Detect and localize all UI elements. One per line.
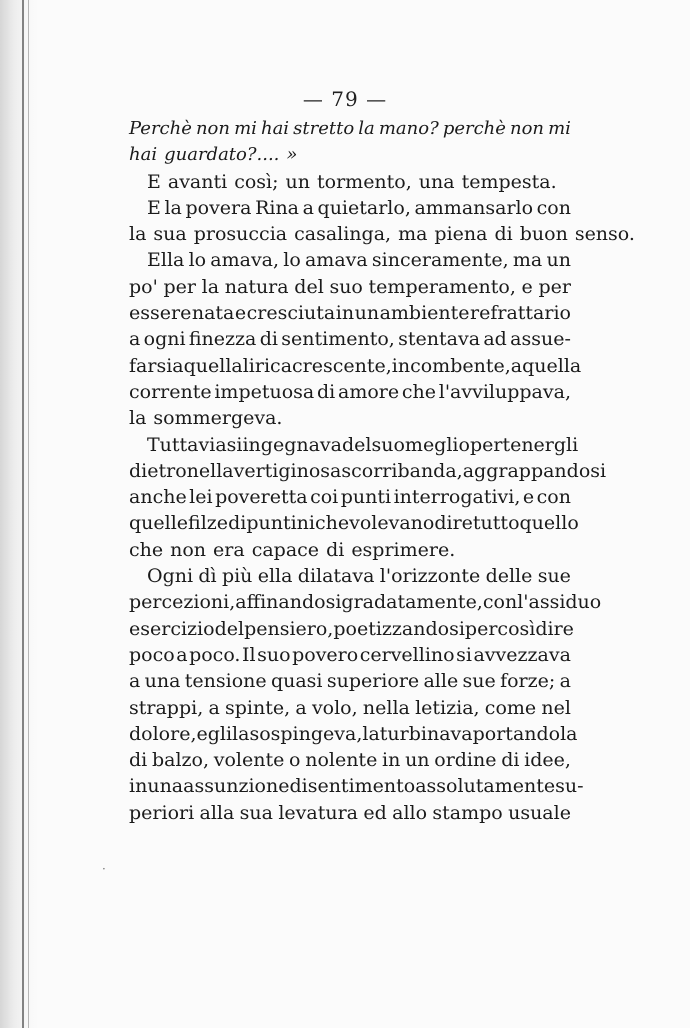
text-line: essere nata e cresciuta in un ambiente refrattario (129, 302, 571, 325)
text-line: Ogni dì più ella dilatava l'orizzonte delle sue (147, 565, 571, 588)
text-line: la sommergeva. (129, 407, 283, 430)
page-edge-line-secondary (28, 0, 29, 1028)
text-line: strappi, a spinte, a volo, nella letizia, come nel (129, 696, 571, 719)
text-line: E la povera Rina a quietarlo, ammansarlo con (147, 196, 571, 219)
text-line: a una tensione quasi superiore alle sue forze; a (129, 670, 571, 693)
text-line: poco a poco. Il suo povero cervellino si avvezzava (129, 643, 571, 666)
margin-mark: · (102, 862, 106, 876)
text-line: anche lei poveretta coi punti interrogativi, e con (129, 486, 571, 509)
text-line: Perchè non mi hai stretto la mano? perchè non mi (129, 118, 571, 139)
text-line: dolore, egli la sospingeva, la turbinava portandola (129, 722, 578, 745)
text-line: po' per la natura del suo temperamento, e per (129, 275, 571, 298)
text-line: periori alla sua levatura ed allo stampo usuale (129, 801, 571, 824)
page-number: — 79 — (302, 87, 388, 111)
text-line: in una assunzione di sentimento assolutamente su- (129, 775, 584, 798)
page-gutter-shadow (0, 0, 38, 1028)
page-edge-line (22, 0, 24, 1028)
body-text (129, 116, 635, 826)
text-line: E avanti così; un tormento, una tempesta. (147, 170, 557, 193)
text-line: che non era capace di esprimere. (129, 538, 456, 561)
text-line: Tuttavia si ingegnava del suo meglio per tenergli (147, 433, 579, 456)
text-line: corrente impetuosa di amore che l'avviluppava, (129, 380, 571, 403)
text-line: hai guardato?.... » (129, 144, 298, 166)
text-line: farsi a quella lirica crescente, incombente, a quella (129, 354, 582, 377)
text-line: a ogni finezza di sentimento, stentava ad assue- (129, 328, 571, 351)
text-line: esercizio del pensiero, poetizzandosi per così dire (129, 617, 574, 640)
text-line: quelle filze di puntini che volevano dire tutto quello (129, 512, 579, 535)
text-line: percezioni, affinandosi gradatamente, con l'assiduo (129, 591, 602, 614)
text-line: la sua prosuccia casalinga, ma piena di buon senso. (129, 223, 635, 246)
text-line: di balzo, volente o nolente in un ordine di idee, (129, 749, 571, 772)
text-line: Ella lo amava, lo amava sinceramente, ma un (147, 249, 571, 272)
text-line: dietro nella vertiginosa scorribanda, aggrappandosi (129, 459, 607, 482)
